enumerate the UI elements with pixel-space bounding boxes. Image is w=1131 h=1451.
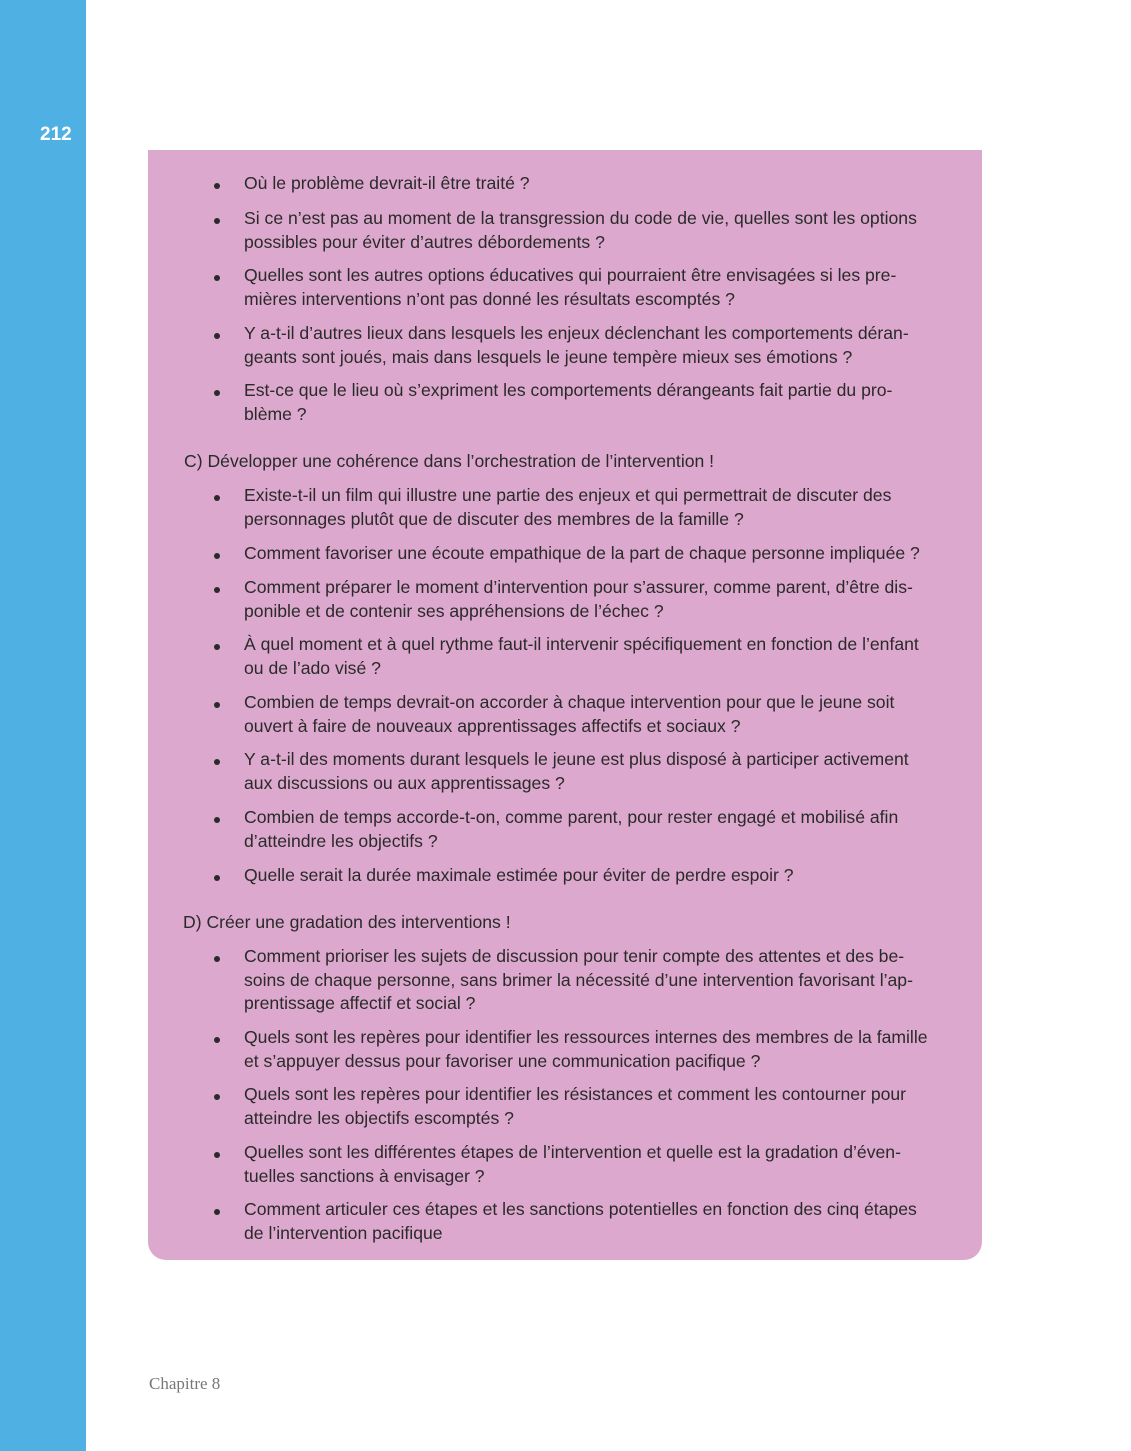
bullet-dot (214, 183, 220, 189)
list-item-line: Existe-t-il un film qui illustre une partie des enjeux et qui permettrait de discuter des (244, 485, 892, 505)
side-band (0, 0, 86, 1451)
list-item-line: atteindre les objectifs escomptés ? (244, 1107, 514, 1128)
section-heading: D) Créer une gradation des interventions ! (183, 912, 511, 932)
list-item-line: Y a-t-il des moments durant lesquels le jeune est plus disposé à participer activement (244, 749, 909, 769)
list-item-line: Quelles sont les autres options éducatives qui pourraient être envisagées si les pre- (244, 265, 897, 285)
footer-chapter: Chapitre 8 (149, 1374, 221, 1393)
list-item-line: Quels sont les repères pour identifier les résistances et comment les contourner pour (244, 1084, 907, 1104)
bullet-dot (214, 875, 220, 881)
page-number: 212 (40, 124, 72, 145)
list-item-line: À quel moment et à quel rythme faut-il intervenir spécifiquement en fonction de l’enfant (244, 634, 919, 654)
list-item-line: mières interventions n’ont pas donné les résultats escomptés ? (244, 288, 735, 309)
list-item-line: et s’appuyer dessus pour favoriser une communication pacifique ? (244, 1050, 761, 1071)
list-item-line: ouvert à faire de nouveaux apprentissages affectifs et sociaux ? (244, 715, 741, 736)
list-item-line: Comment favoriser une écoute empathique de la part de chaque personne impliquée ? (244, 543, 920, 563)
bullet-dot (214, 1209, 220, 1215)
list-item-line: de l’intervention pacifique (244, 1222, 443, 1243)
bullet-dot (214, 759, 220, 765)
list-item-line: Si ce n’est pas au moment de la transgression du code de vie, quelles sont les options (244, 208, 917, 228)
list-item-line: blème ? (244, 403, 307, 424)
list-item-line: Quels sont les repères pour identifier les ressources internes des membres de la famille (244, 1027, 928, 1047)
bullet-dot (214, 390, 220, 396)
bullet-dot (214, 275, 220, 281)
list-item-line: d’atteindre les objectifs ? (244, 830, 438, 851)
list-item-line: Combien de temps accorde-t-on, comme parent, pour rester engagé et mobilisé afin (244, 807, 899, 827)
list-item-line: possibles pour éviter d’autres débordements ? (244, 231, 605, 252)
list-item-line: Est-ce que le lieu où s’expriment les comportements dérangeants fait partie du pro- (244, 380, 893, 400)
section-heading: C) Développer une cohérence dans l’orchestration de l’intervention ! (184, 451, 715, 471)
bullet-dot (214, 333, 220, 339)
list-item-line: personnages plutôt que de discuter des membres de la famille ? (244, 508, 744, 529)
bullet-dot (214, 1094, 220, 1100)
list-item-line: aux discussions ou aux apprentissages ? (244, 772, 565, 793)
list-item-line: soins de chaque personne, sans brimer la nécessité d’une intervention favorisant l’ap- (244, 969, 913, 990)
list-item-line: Y a-t-il d’autres lieux dans lesquels les enjeux déclenchant les comportements déran- (244, 323, 909, 343)
bullet-dot (214, 817, 220, 823)
list-item-line: ponible et de contenir ses appréhensions de l’échec ? (244, 600, 664, 621)
bullet-dot (214, 495, 220, 501)
bullet-dot (214, 1152, 220, 1158)
list-item-line: geants sont joués, mais dans lesquels le jeune tempère mieux ses émotions ? (244, 346, 853, 367)
list-item-line: prentissage affectif et social ? (244, 993, 476, 1013)
list-item-line: Comment prioriser les sujets de discussion pour tenir compte des attentes et des be- (244, 946, 905, 966)
bullet-dot (214, 587, 220, 593)
bullet-dot (214, 644, 220, 650)
bullet-dot (214, 956, 220, 962)
list-item-line: tuelles sanctions à envisager ? (244, 1165, 485, 1186)
bullet-dot (214, 1037, 220, 1043)
list-item-line: Comment préparer le moment d’intervention pour s’assurer, comme parent, d’être dis- (244, 577, 913, 597)
bullet-dot (214, 218, 220, 224)
list-item-line: Quelle serait la durée maximale estimée pour éviter de perdre espoir ? (244, 865, 794, 885)
bullet-dot (214, 702, 220, 708)
list-item-line: Comment articuler ces étapes et les sanctions potentielles en fonction des cinq étapes (244, 1199, 917, 1219)
list-item-line: Où le problème devrait-il être traité ? (244, 173, 530, 193)
list-item-line: Quelles sont les différentes étapes de l’intervention et quelle est la gradation d’éven- (244, 1142, 901, 1162)
list-item-line: Combien de temps devrait-on accorder à chaque intervention pour que le jeune soit (244, 692, 895, 712)
bullet-dot (214, 553, 220, 559)
list-item-line: ou de l’ado visé ? (244, 657, 381, 678)
